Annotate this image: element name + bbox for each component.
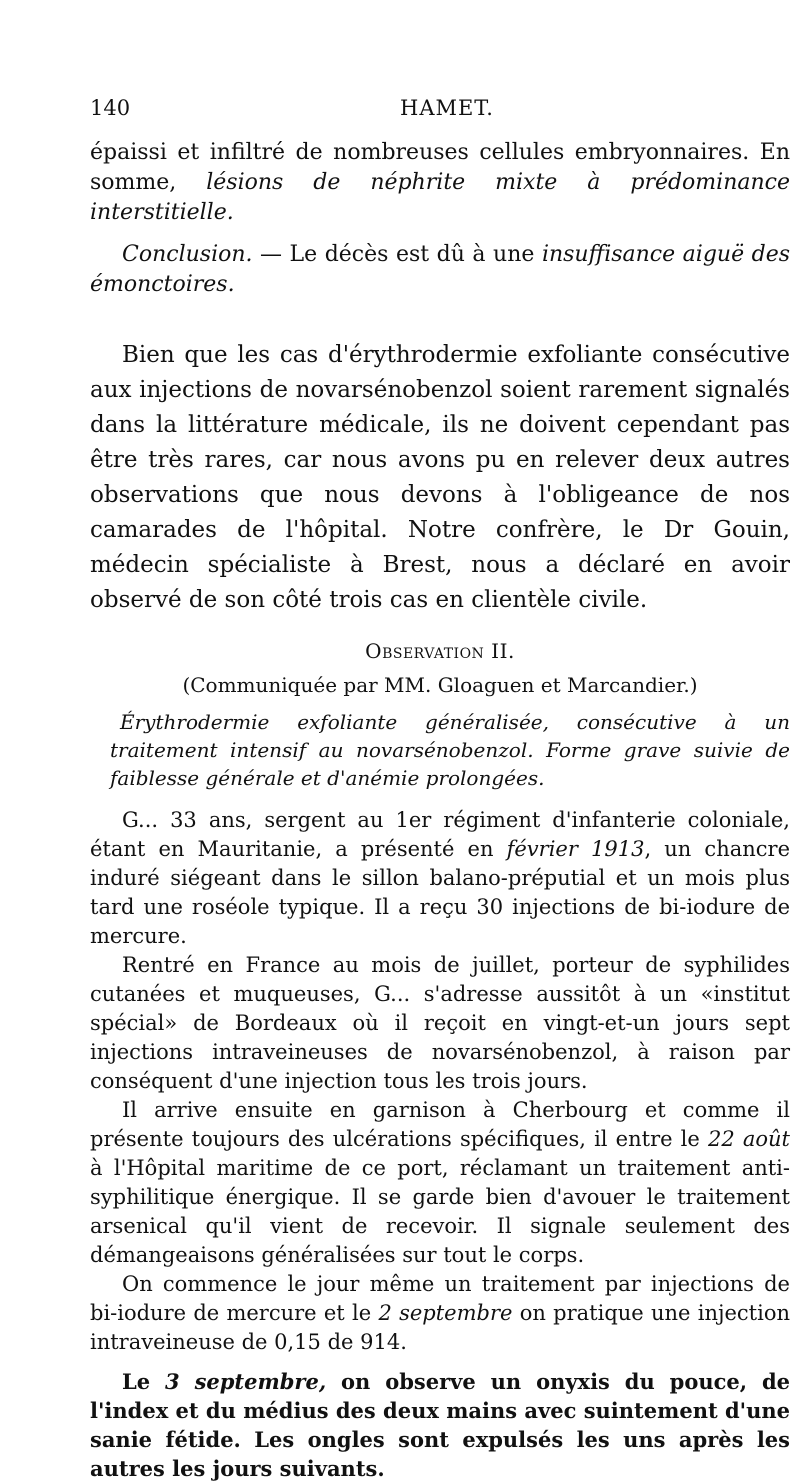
observation-heading: Observation II. (365, 639, 515, 663)
case-p1-text-b: , un chancre induré siégeant dans le sillon balano-préputial et un mois plus tard une roséole typique. Il a reçu 30 injections de bi-iodure de mercure. (90, 837, 790, 948)
case-p3-date: 22 août (707, 1127, 790, 1151)
conclusion-italic: insuffisance aiguë des émonctoires. (90, 242, 790, 297)
observation-title: Érythrodermie exfoliante généralisée, consécutive à un traitement intensif au novarsénobenzol. Forme grave suivie de faiblesse générale et d'anémie prolongées. (110, 710, 790, 790)
conclusion-label: Conclusion. (122, 242, 253, 267)
continuation-text: épaissi et infiltré de nombreuses cellules embryonnaires. En somme, (90, 140, 790, 195)
continuation-italic: lésions de néphrite mixte à prédominance interstitielle. (90, 170, 790, 225)
continuation-paragraph (90, 138, 790, 228)
conclusion-paragraph (90, 240, 790, 300)
case-paragraph-1 (90, 806, 790, 951)
case-paragraph-4 (90, 1270, 790, 1357)
body-text (90, 138, 790, 1483)
case-p1-date: février 1913 (506, 837, 645, 861)
conclusion-text: — Le décès est dû à une (252, 242, 542, 267)
running-title: HAMET. (400, 96, 494, 120)
case-p4-date: 2 septembre (378, 1301, 513, 1325)
case-paragraph-2: Rentré en France au mois de juillet, porteur de syphilides cutanées et muqueuses, G... s'adresse aussitôt à un «institut spécial» de Bordeaux où il reçoit en vingt-et-un jours sept injections intraveineuses de novarsénobenzol, à raison par conséquent d'une injection tous les trois jours. (90, 953, 790, 1093)
case-p5-text-a: Le (122, 1369, 166, 1394)
page-number: 140 (90, 96, 131, 120)
case-p4-text-a: On commence le jour même un traitement par injections de bi-iodure de mercure et le (90, 1272, 790, 1325)
case-p3-text-a: Il arrive ensuite en garnison à Cherbourg et comme il présente toujours des ulcérations spécifiques, il entre le (90, 1098, 790, 1151)
case-p5-text-b: on observe un onyxis du pouce, de l'index et du médius des deux mains avec suintement d'une sanie fétide. Les ongles sont expulsés les uns après les autres les jours suivants. (90, 1369, 791, 1481)
observation-subheading: (Communiquée par MM. Gloaguen et Marcandier.) (182, 673, 698, 697)
case-paragraph-3 (90, 1096, 790, 1270)
case-p4-text-b: on pratique une injection intraveineuse de 0,15 de 914. (90, 1301, 791, 1354)
discussion-paragraph: Bien que les cas d'érythrodermie exfoliante consécutive aux injections de novarsénobenzol soient rarement signalés dans la littérature médicale, ils ne doivent cependant pas être très rares, car nous avons pu en relever deux autres observations que nous devons à l'obligeance de nos camarades de l'hôpital. Notre confrère, le Dr Gouin, médecin spécialiste à Brest, nous a déclaré en avoir observé de son côté trois cas en clientèle civile. (90, 342, 790, 613)
case-p1-text-a: G... 33 ans, sergent au 1er régiment d'infanterie coloniale, étant en Mauritanie, a présenté en (90, 808, 790, 861)
page-header (90, 96, 770, 126)
case-p5-date: 3 septembre, (165, 1369, 327, 1394)
case-p3-text-b: à l'Hôpital maritime de ce port, réclamant un traitement anti-syphilitique énergique. Il se garde bien d'avouer le traitement arsenical qu'il vient de recevoir. Il signale seulement des démangeaisons généralisées sur tout le corps. (90, 1156, 790, 1267)
